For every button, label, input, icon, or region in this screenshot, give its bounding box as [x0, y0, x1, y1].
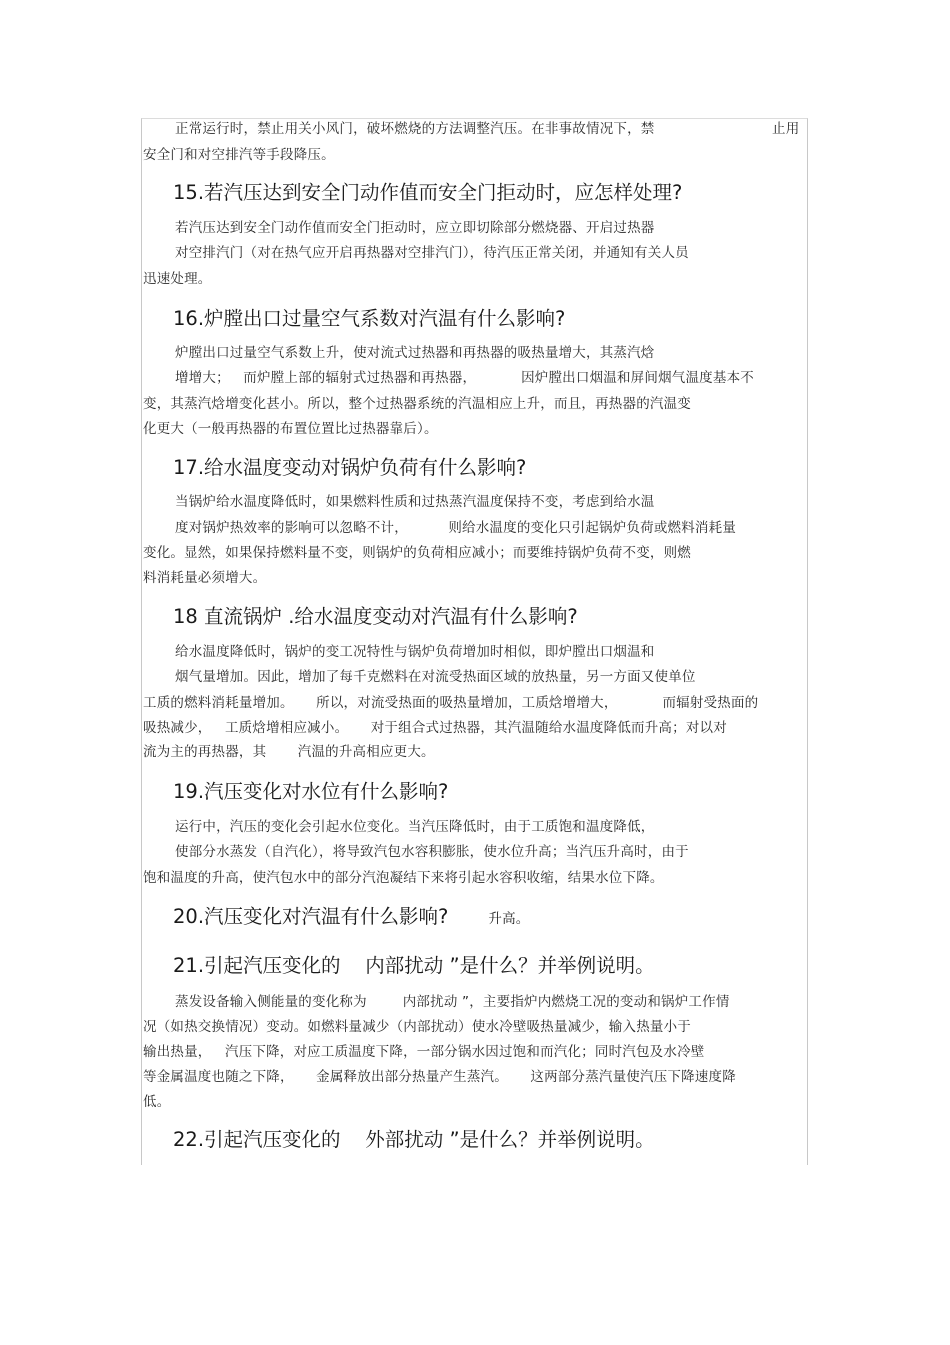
section-16-line-3: 变，其蒸汽焓增变化甚小。所以，整个过热器系统的汽温相应上升，而且，再热器的汽温变 — [143, 396, 691, 412]
section-21-line-5: 低。 — [143, 1094, 171, 1110]
section-18-line-2: 烟气量增加。因此，增加了每千克燃料在对流受热面区域的放热量，另一方面又使单位 — [175, 669, 696, 685]
section-15-line-1: 若汽压达到安全门动作值而安全门拒动时，应立即切除部分燃烧器、开启过热器 — [175, 220, 655, 236]
section-20-trailing: 升高。 — [488, 911, 530, 927]
section-18-heading: 18 直流锅炉 .给水温度变动对汽温有什么影响? — [173, 605, 578, 628]
intro-line-1-tail: 止用 — [772, 121, 800, 137]
section-17-line-2: 度对锅炉热效率的影响可以忽略不计， 则给水温度的变化只引起锅炉负荷或燃料消耗量 — [175, 520, 737, 536]
section-21-line-3: 输出热量， 汽压下降，对应工质温度下降，一部分锅水因过饱和而汽化；同时汽包及水冷壁 — [143, 1044, 705, 1060]
section-19-line-3: 饱和温度的升高，使汽包水中的部分汽泡凝结下来将引起水容积收缩，结果水位下降。 — [143, 870, 664, 886]
section-15-line-2: 对空排汽门（对在热气应开启再热器对空排汽门），待汽压正常关闭，并通知有关人员 — [175, 245, 689, 261]
section-16-line-2: 增增大； 而炉膛上部的辐射式过热器和再热器， 因炉膛出口烟温和屏间烟气温度基本不 — [175, 370, 754, 386]
section-16-line-1: 炉膛出口过量空气系数上升，使对流式过热器和再热器的吸热量增大，其蒸汽焓 — [175, 345, 655, 361]
section-21-line-2: 况（如热交换情况）变动。如燃料量减少（内部扰动）使水冷壁吸热量减少，输入热量小于 — [143, 1019, 691, 1035]
section-17-line-3: 变化。显然，如果保持燃料量不变，则锅炉的负荷相应减小；而要维持锅炉负荷不变，则燃 — [143, 545, 691, 561]
section-16-heading: 16.炉膛出口过量空气系数对汽温有什么影响? — [173, 307, 566, 330]
section-21-heading: 21.引起汽压变化的 内部扰动 ”是什么？并举例说明。 — [173, 954, 655, 977]
section-18-line-5: 流为主的再热器，其 汽温的升高相应更大。 — [143, 744, 435, 760]
section-15-heading: 15.若汽压达到安全门动作值而安全门拒动时，应怎样处理? — [173, 181, 683, 204]
section-17-heading: 17.给水温度变动对锅炉负荷有什么影响? — [173, 456, 527, 479]
section-19-line-1: 运行中，汽压的变化会引起水位变化。当汽压降低时，由于工质饱和温度降低， — [175, 819, 655, 835]
intro-line-1: 正常运行时，禁止用关小风门，破坏燃烧的方法调整汽压。在非事故情况下，禁 — [175, 121, 655, 137]
section-18-line-1: 给水温度降低时，锅炉的变工况特性与锅炉负荷增加时相似，即炉膛出口烟温和 — [175, 644, 655, 660]
section-19-heading: 19.汽压变化对水位有什么影响? — [173, 780, 449, 803]
section-15-line-3: 迅速处理。 — [143, 271, 212, 287]
section-21-line-4: 等金属温度也随之下降， 金属释放出部分热量产生蒸汽。 这两部分蒸汽量使汽压下降速度降 — [143, 1069, 736, 1085]
section-17-line-4: 料消耗量必须增大。 — [143, 570, 267, 586]
section-18-line-3: 工质的燃料消耗量增加。 所以，对流受热面的吸热量增加，工质焓增增大， 而辐射受热面的 — [143, 695, 759, 711]
section-18-line-4: 吸热减少， 工质焓增相应减小。 对于组合式过热器，其汽温随给水温度降低而升高；对以对 — [143, 720, 727, 736]
section-21-line-1: 蒸发设备输入侧能量的变化称为 内部扰动 ”，主要指炉内燃烧工况的变动和锅炉工作情 — [175, 994, 730, 1010]
section-20-heading-text: 20.汽压变化对汽温有什么影响? — [173, 905, 449, 928]
section-16-line-4: 化更大（一般再热器的布置位置比过热器靠后）。 — [143, 421, 438, 437]
section-22-heading: 22.引起汽压变化的 外部扰动 ”是什么？并举例说明。 — [173, 1128, 655, 1151]
section-17-line-1: 当锅炉给水温度降低时，如果燃料性质和过热蒸汽温度保持不变，考虑到给水温 — [175, 494, 655, 510]
intro-line-2: 安全门和对空排汽等手段降压。 — [143, 147, 335, 163]
section-19-line-2: 使部分水蒸发（自汽化），将导致汽包水容积膨胀，使水位升高；当汽压升高时，由于 — [175, 844, 689, 860]
section-20-heading — [173, 904, 529, 932]
